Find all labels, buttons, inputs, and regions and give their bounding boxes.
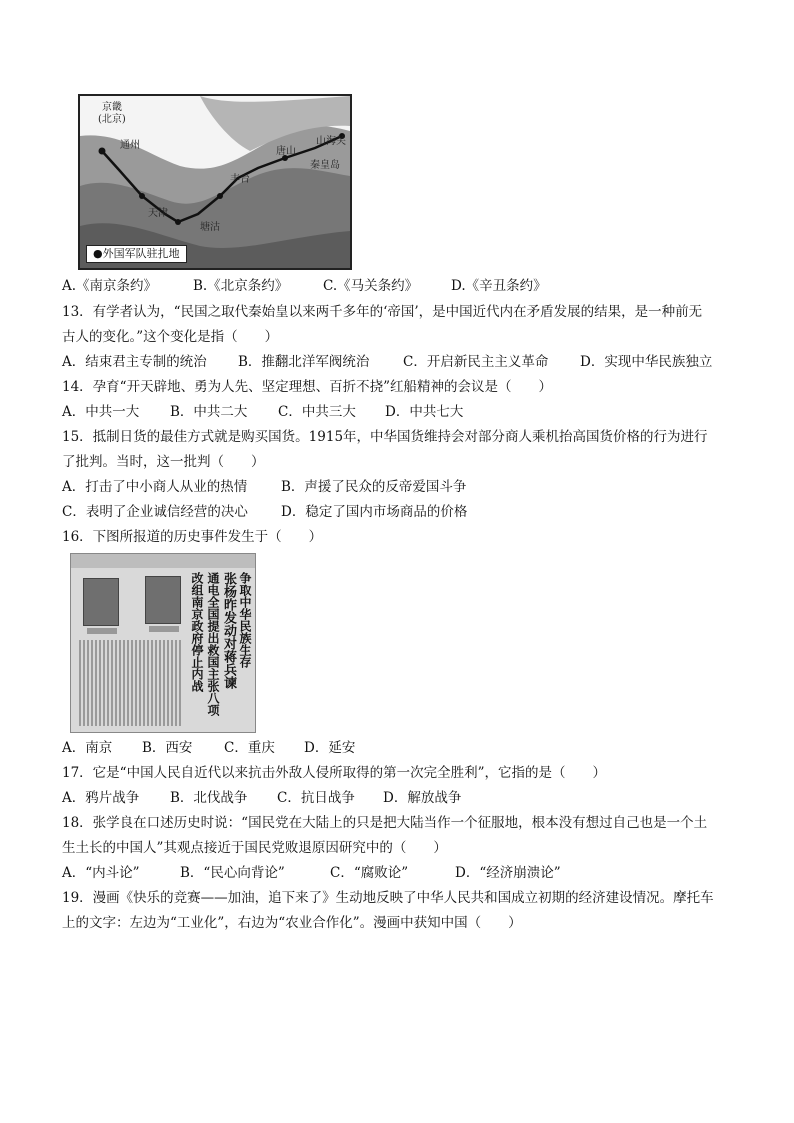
map-label-e: 秦皇岛	[310, 160, 340, 171]
q14-option-a[interactable]: A．中共一大	[62, 404, 140, 420]
q18-option-d[interactable]: D．“经济崩溃论”	[455, 865, 561, 881]
newspaper-headline-1: 争取中华民族生存	[238, 572, 252, 668]
map-label-g: 唐山	[276, 146, 296, 157]
q12-option-d[interactable]: D.《辛丑条约》	[451, 278, 547, 294]
newspaper-headline-2: 张杨昨发动对蒋兵谏	[221, 572, 236, 689]
q19-stem-line2: 上的文字：左边为“工业化”，右边为“农业合作化”。漫画中获知中国（ ）	[62, 915, 522, 931]
q18-stem-line2: 生土长的中国人”其观点接近于国民党败退原因研究中的（ ）	[62, 840, 447, 856]
q12-option-a[interactable]: A.《南京条约》	[62, 278, 158, 294]
q16-option-d[interactable]: D．延安	[304, 740, 356, 756]
newspaper-photo-right	[145, 576, 181, 624]
q18-stem-line1: 18．张学良在口述历史时说：“国民党在大陆上的只是把大陆当作一个征服地，根本没有想过自己也是一个土	[62, 815, 708, 831]
q15-option-b[interactable]: B．声援了民众的反帝爱国斗争	[281, 479, 467, 495]
q17-stem: 17．它是“中国人民自近代以来抗击外敌人侵所取得的第一次完全胜利”，它指的是（ ）	[62, 765, 606, 781]
q12-option-b[interactable]: B.《北京条约》	[193, 278, 289, 294]
q15-options-row1	[62, 477, 466, 497]
q16-options	[62, 738, 355, 758]
map-legend: ●外国军队驻扎地	[86, 245, 187, 263]
q17-option-d[interactable]: D．解放战争	[383, 790, 462, 806]
q15-option-a[interactable]: A．打击了中小商人从业的热情	[62, 479, 248, 495]
map-label-b: 丰台	[230, 174, 250, 185]
q15-stem-line1: 15．抵制日货的最佳方式就是购买国货。1915年，中华国货维持会对部分商人乘机抬高国货价格的行为进行	[62, 429, 708, 445]
newspaper-headline-3: 通电全国提出救国主张八项	[206, 572, 220, 716]
q17-option-c[interactable]: C．抗日战争	[277, 790, 355, 806]
q13-stem-line1: 13．有学者认为，“民国之取代秦始皇以来两千多年的‘帝国’，是中国近代内在矛盾发展的结果，是一种前无	[62, 304, 703, 320]
q15-option-d[interactable]: D．稳定了国内市场商品的价格	[281, 504, 468, 520]
q18-option-a[interactable]: A．“内斗论”	[62, 865, 140, 881]
q13-options	[62, 352, 712, 372]
q15-options-row2	[62, 502, 467, 522]
q13-option-b[interactable]: B．推翻北洋军阀统治	[238, 354, 370, 370]
q12-options	[62, 276, 547, 296]
q14-options	[62, 402, 463, 422]
newspaper-photo-caption-right	[149, 626, 179, 632]
q15-option-c[interactable]: C．表明了企业诚信经营的决心	[62, 504, 248, 520]
q14-option-d[interactable]: D．中共七大	[385, 404, 464, 420]
q14-option-c[interactable]: C．中共三大	[278, 404, 356, 420]
newspaper-photo-caption-left	[87, 628, 117, 634]
q17-options	[62, 788, 461, 808]
q14-stem: 14．孕育“开天辟地、勇为人先、坚定理想、百折不挠”红船精神的会议是（ ）	[62, 379, 552, 395]
q13-option-a[interactable]: A．结束君主专制的统治	[62, 354, 207, 370]
newspaper-masthead	[71, 554, 255, 568]
newspaper-figure	[70, 553, 256, 733]
map-label-c: 塘沽	[200, 222, 220, 233]
map-label-f: 山海关	[316, 136, 346, 147]
q17-option-a[interactable]: A．鸦片战争	[62, 790, 140, 806]
map-label-capital: 京畿	[102, 102, 122, 113]
q19-stem-line1: 19．漫画《快乐的竞赛——加油，追下来了》生动地反映了中华人民共和国成立初期的经济建设情况。摩托车	[62, 890, 714, 906]
q17-option-b[interactable]: B．北伐战争	[170, 790, 248, 806]
q16-option-b[interactable]: B．西安	[142, 740, 193, 756]
map-label-a: 通州	[120, 140, 140, 151]
map-label-capital-sub: (北京)	[98, 114, 126, 125]
q16-option-a[interactable]: A．南京	[62, 740, 113, 756]
q18-options	[62, 863, 561, 883]
q16-stem: 16．下图所报道的历史事件发生于（ ）	[62, 529, 323, 545]
q18-option-c[interactable]: C．“腐败论”	[330, 865, 409, 881]
newspaper-body-text	[79, 640, 183, 726]
q14-option-b[interactable]: B．中共二大	[170, 404, 248, 420]
q16-option-c[interactable]: C．重庆	[224, 740, 275, 756]
q13-option-d[interactable]: D．实现中华民族独立	[580, 354, 713, 370]
map-label-d: 天津	[148, 208, 168, 219]
newspaper-photo-left	[83, 578, 119, 626]
railway-map-figure	[78, 94, 352, 270]
newspaper-headline-4: 改组南京政府停止内战	[190, 572, 204, 692]
q15-stem-line2: 了批判。当时，这一批判（ ）	[62, 454, 265, 470]
q12-option-c[interactable]: C.《马关条约》	[323, 278, 419, 294]
q13-stem-line2: 古人的变化。”这个变化是指（ ）	[62, 329, 279, 345]
q18-option-b[interactable]: B．“民心向背论”	[180, 865, 285, 881]
q13-option-c[interactable]: C．开启新民主主义革命	[403, 354, 549, 370]
